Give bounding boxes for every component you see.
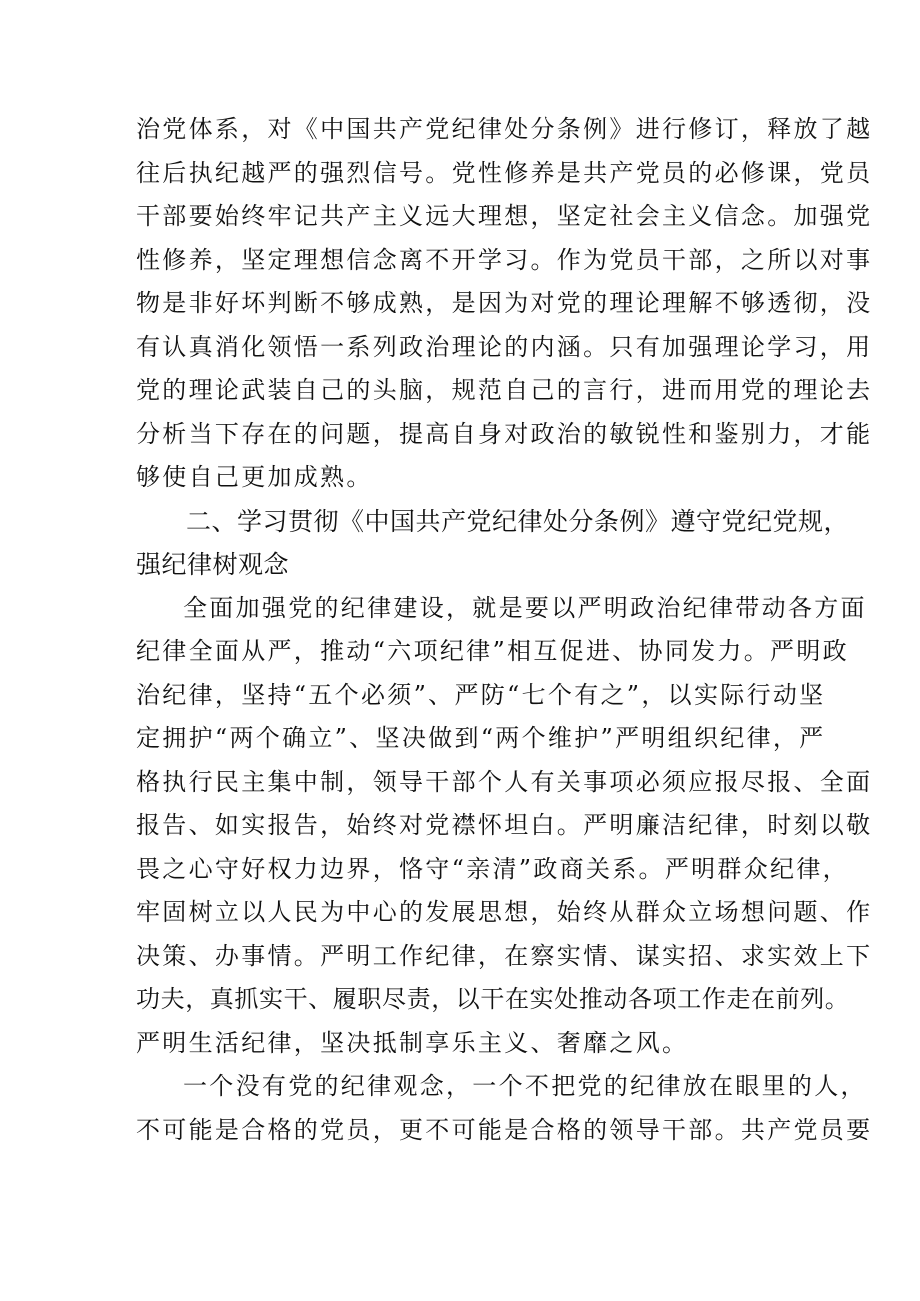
paragraph-line: 严明生活纪律，坚决抵制享乐主义、奢靡之风。 [136,1029,689,1057]
paragraph-line: 够使自己更加成熟。 [136,463,373,491]
paragraph-line: 党的理论武装自己的头脑，规范自己的言行，进而用党的理论去 [136,376,873,404]
paragraph-line: 有认真消化领悟一系列政治理论的内涵。只有加强理论学习，用 [136,333,873,361]
paragraph-line: 治党体系，对《中国共产党纪律处分条例》进行修订，释放了越 [136,115,873,143]
paragraph-line: 格执行民主集中制，领导干部个人有关事项必须应报尽报、全面 [136,768,873,796]
paragraph-line: 全面加强党的纪律建设，就是要以严明政治纪律带动各方面 [183,594,867,622]
paragraph-line: 功夫，真抓实干、履职尽责，以干在实处推动各项工作走在前列。 [136,985,850,1013]
paragraph-line: 性修养，坚定理想信念离不开学习。作为党员干部，之所以对事 [136,246,873,274]
paragraph-line: 纪律全面从严，推动“六项纪律”相互促进、协同发力。严明政 [136,637,849,665]
paragraph-line: 报告、如实报告，始终对党襟怀坦白。严明廉洁纪律，时刻以敬 [136,811,873,839]
paragraph-line: 往后执纪越严的强烈信号。党性修养是共产党员的必修课，党员 [136,159,873,187]
paragraph-line: 不可能是合格的党员，更不可能是合格的领导干部。共产党员要 [136,1116,873,1144]
paragraph-line: 治纪律，坚持“五个必须”、严防“七个有之”，以实际行动坚 [136,681,826,709]
paragraph-line: 干部要始终牢记共产主义远大理想，坚定社会主义信念。加强党 [136,202,873,230]
paragraph-line: 定拥护“两个确立”、坚决做到“两个维护”严明组织纪律，严 [136,724,826,752]
paragraph-line: 一个没有党的纪律观念，一个不把党的纪律放在眼里的人， [183,1072,867,1100]
section-heading: 强纪律树观念 [136,550,290,579]
paragraph-line: 牢固树立以人民为中心的发展思想，始终从群众立场想问题、作 [136,898,873,926]
section-heading: 二、学习贯彻《中国共产党纪律处分条例》遵守党纪党规， [186,507,850,536]
paragraph-line: 畏之心守好权力边界，恪守“亲清”政商关系。严明群众纪律， [136,855,849,883]
paragraph-line: 决策、办事情。严明工作纪律，在察实情、谋实招、求实效上下 [136,942,873,970]
paragraph-line: 物是非好坏判断不够成熟，是因为对党的理论理解不够透彻，没 [136,289,873,317]
paragraph-line: 分析当下存在的问题，提高自身对政治的敏锐性和鉴别力，才能 [136,420,873,448]
